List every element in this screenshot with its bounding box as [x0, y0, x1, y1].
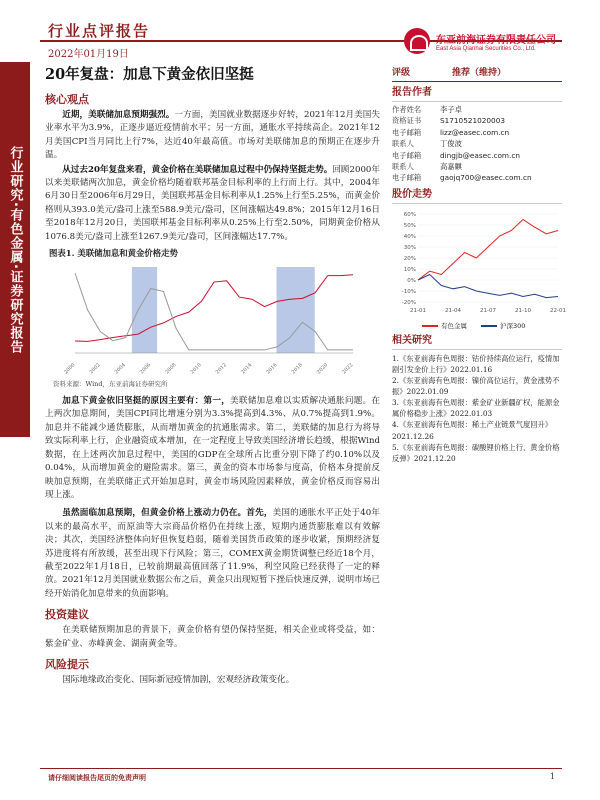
x-tick-label: 2018	[290, 362, 304, 376]
x-tick-label: 21-10	[515, 307, 531, 314]
x-tick-label: 2012	[214, 362, 229, 376]
analyst-value: 丁俊波	[440, 139, 462, 149]
paragraph-3-lead: 加息下黄金依旧坚挺的原因主要有：第一，	[62, 396, 231, 407]
x-tick-label: 21-07	[480, 307, 496, 314]
y-tick-label: 60%	[403, 211, 416, 218]
x-tick-label: 22-01	[550, 307, 566, 314]
analyst-email-link[interactable]: gaojq700@easec.com.cn	[440, 173, 532, 183]
invest-paragraph: 在美联储预期加息的背景下，黄金价格有望仍保持坚挺，相关企业或将受益，如：紫金矿业、赤峰黄金、湖南黄金等。	[45, 625, 380, 649]
paragraph-2-lead: 从过去20年复盘来看，黄金价格在美联储加息过程中仍保持坚挺走势。	[62, 164, 333, 175]
figure-1-title: 图表1. 美联储加息和黄金价格走势	[49, 248, 178, 259]
stock-heading: 股价走势	[392, 188, 562, 204]
analyst-key: 作者姓名	[392, 105, 422, 114]
risk-paragraph: 国际地缘政治变化、国际新冠疫情加剧，宏观经济政策变化。	[62, 674, 295, 685]
figure-1-chart	[53, 261, 375, 379]
rating-row	[392, 62, 562, 82]
analyst-row	[392, 138, 562, 149]
analyst-row	[392, 104, 562, 115]
paragraph-2-body: 回顾2000年以来美联储两次加息，黄金价格均随着联邦基金目标利率的上行而上行。其中，2004年6月30日至2006年6月29日，美国联邦基金目标利率从1.25%上行至5.25%，而黄金价格则从393.0美元/盎司上涨至588.9美元/盎司，区间涨幅达49.8%；2015年12月16日至2018年12月20日，美国联邦基金目标利率从0.25%上行至2.50%，同期黄金价格从1076.8美元/盎司上涨至1267.9美元/盎司，区间涨幅达17.7%。	[45, 164, 380, 242]
x-tick-label: 2016	[265, 362, 279, 376]
analyst-heading: 报告作者	[392, 86, 562, 102]
y-tick-label: 0%	[407, 277, 416, 284]
x-tick-label: 2014	[240, 362, 254, 376]
analyst-key: 联系人	[392, 139, 414, 149]
related-item[interactable]: 1.《东亚前海有色周报：钴价持续高位运行，疫情加剧引发金价上行》2022.01.16	[392, 353, 560, 374]
sector-line	[418, 219, 558, 280]
main-column	[45, 64, 380, 687]
related-list	[392, 353, 562, 464]
fed-gold-chart-svg	[53, 261, 375, 379]
company-logo	[404, 28, 556, 54]
y-tick-label: 30%	[403, 244, 416, 251]
x-tick-label: 21-04	[445, 307, 461, 314]
analyst-key: 电子邮箱	[392, 127, 422, 137]
y-tick-label: 20%	[403, 255, 416, 262]
legend-item-sector	[422, 321, 467, 330]
sidebar-label: 行业研究·有色金属·证券研究报告	[7, 145, 23, 354]
analyst-key: 资格证书	[392, 116, 422, 126]
analyst-row	[392, 150, 562, 161]
report-type-title: 行业点评报告	[48, 22, 151, 40]
hike-period-shade	[277, 267, 315, 353]
analyst-value: 李子卓	[440, 105, 462, 114]
logo-cn-name: 东亚前海证券有限责任公司	[436, 34, 556, 46]
invest-heading: 投资建议	[45, 608, 89, 622]
stock-chart	[392, 206, 566, 321]
analyst-value: S1710521020003	[440, 116, 505, 126]
core-view-heading: 核心观点	[45, 93, 89, 106]
legend-sector-label: 有色金属	[441, 321, 467, 330]
figure-1-source: 资料来源：Wind，东亚前海证券研究所	[53, 380, 168, 389]
x-tick-label: 21-01	[410, 307, 426, 314]
paragraph-1-lead: 近期，美联储加息预期强烈。	[62, 110, 175, 120]
footer-divider	[40, 768, 562, 769]
analyst-key: 电子邮箱	[392, 150, 422, 160]
paragraph-3	[45, 395, 380, 502]
paragraph-4-body: 美国的通胀水平正处于40年以来的最高水平，而原油等大宗商品价格仍在持续上涨，短期内通货膨胀难以有效解决；其次，美国经济整体向好但恢复趋弱，随着美国货币政策的逐步收紧，预期经济复苏进度将有所放缓，甚至出现下行风险；第三，COMEX黄金期货调整已经近18个月，截至2022年1月18日，已较前期最高值回落了11.9%，利空风险已经获得了一定的释放。2021年12月美国就业数据公布之后，黄金只出现短暂下挫后快速反弹，说明市场已经开始消化加息带来的负面影响。	[45, 508, 380, 599]
legend-item-index	[481, 321, 525, 330]
y-tick-label: -20%	[401, 299, 416, 306]
right-column	[392, 62, 566, 464]
hike-period-shade	[132, 267, 157, 353]
footer-disclaimer[interactable]: 请仔细阅读报告尾页的免责声明	[48, 773, 146, 782]
analyst-row	[392, 161, 562, 172]
analyst-row	[392, 127, 562, 138]
analyst-email-link[interactable]: dingjb@easec.com.cn	[440, 150, 520, 160]
analyst-row	[392, 115, 562, 126]
related-item[interactable]: 4.《东亚前海有色周报：稀土产业链景气度回升》2021.12.26	[392, 420, 553, 441]
paragraph-2	[45, 164, 380, 244]
rating-value: 推荐（维持）	[452, 68, 507, 78]
report-title: 20年复盘：加息下黄金依旧坚挺	[45, 66, 254, 83]
analyst-key: 联系人	[392, 162, 414, 172]
y-tick-label: 10%	[403, 266, 416, 273]
paragraph-4-lead: 虽然面临加息预期，但黄金价格上涨动力仍在。首先，	[62, 508, 273, 519]
stock-legend	[422, 321, 562, 330]
related-item[interactable]: 2.《东亚前海有色周报：镍价高位运行，黄金涨势不振》2022.01.09	[392, 376, 560, 397]
logo-en-name: East Asia Qianhai Securities Co., Ltd.	[436, 45, 536, 52]
risk-heading: 风险提示	[45, 657, 89, 671]
x-tick-label: 2006	[138, 362, 153, 376]
x-tick-label: 2002	[88, 362, 102, 376]
paragraph-1	[45, 109, 380, 163]
y-tick-label: 40%	[403, 233, 416, 240]
related-item[interactable]: 5.《东亚前海有色周报：碳酸锂价格上行、黄金价格反弹》2021.12.20	[392, 442, 560, 463]
legend-index-label: 沪深300	[500, 321, 526, 330]
x-tick-label: 2000	[63, 362, 77, 376]
y-tick-label: -10%	[401, 288, 416, 295]
related-item[interactable]: 3.《东亚前海有色周报：紫金矿业新疆矿权，能源金属价格稳步上涨》2022.01.03	[392, 398, 560, 419]
x-tick-label: 2022	[341, 362, 355, 376]
x-tick-label: 2008	[164, 362, 178, 376]
stock-chart-svg	[392, 206, 566, 321]
index-line	[418, 274, 558, 297]
analyst-list	[392, 104, 562, 184]
x-tick-label: 2020	[315, 362, 330, 376]
paragraph-1-body: 一方面，美国就业数据逐步好转，2021年12月美国失业率水平为3.9%，正逐步逼近疫情前水平；另一方面，通胀水平持续高企。2021年12月美国CPI当月同比上行7%，达近40年最高值。市场对美联储加息的预期正在逐步升温。	[45, 110, 380, 161]
logo-mark-icon	[404, 28, 430, 54]
rating-label: 评级	[392, 68, 411, 78]
analyst-value: 高嘉麒	[440, 162, 462, 172]
analyst-email-link[interactable]: lizz@easec.com.cn	[440, 127, 510, 137]
x-tick-label: 2004	[113, 362, 127, 376]
paragraph-4	[45, 507, 380, 601]
analyst-key: 电子邮箱	[392, 173, 422, 183]
paragraph-3-body: 美联储加息难以实质解决通胀问题。在上两次加息期间，美国CPI同比增速分别为3.3%提高到4.3%、从0.7%提高到1.9%。加息并不能减少通货膨胀，从而增加黄金的抗通胀需求。第二，美联储的加息行为将导致实际利率上行，企业融资成本增加，在一定程度上导致美国经济增长趋缓，根据Wind数据，在上述两次加息过程中，美国的GDP在全球所占比重分别下降了约0.10%以及0.04%，从而增加黄金的避险需求。第三，黄金的资本市场参与度高，价格本身提前反映加息预期，在美联储正式开始加息时，黄金市场风险因素释放，黄金价格反而容易出现上涨。	[45, 396, 380, 500]
page-number: 1	[550, 772, 556, 781]
y-tick-label: 50%	[403, 222, 416, 229]
analyst-row	[392, 172, 562, 183]
report-date: 2022年01月19日	[48, 49, 129, 60]
related-heading: 相关研究	[392, 334, 562, 350]
x-tick-label: 2010	[189, 362, 203, 376]
category-sidebar	[0, 62, 30, 437]
